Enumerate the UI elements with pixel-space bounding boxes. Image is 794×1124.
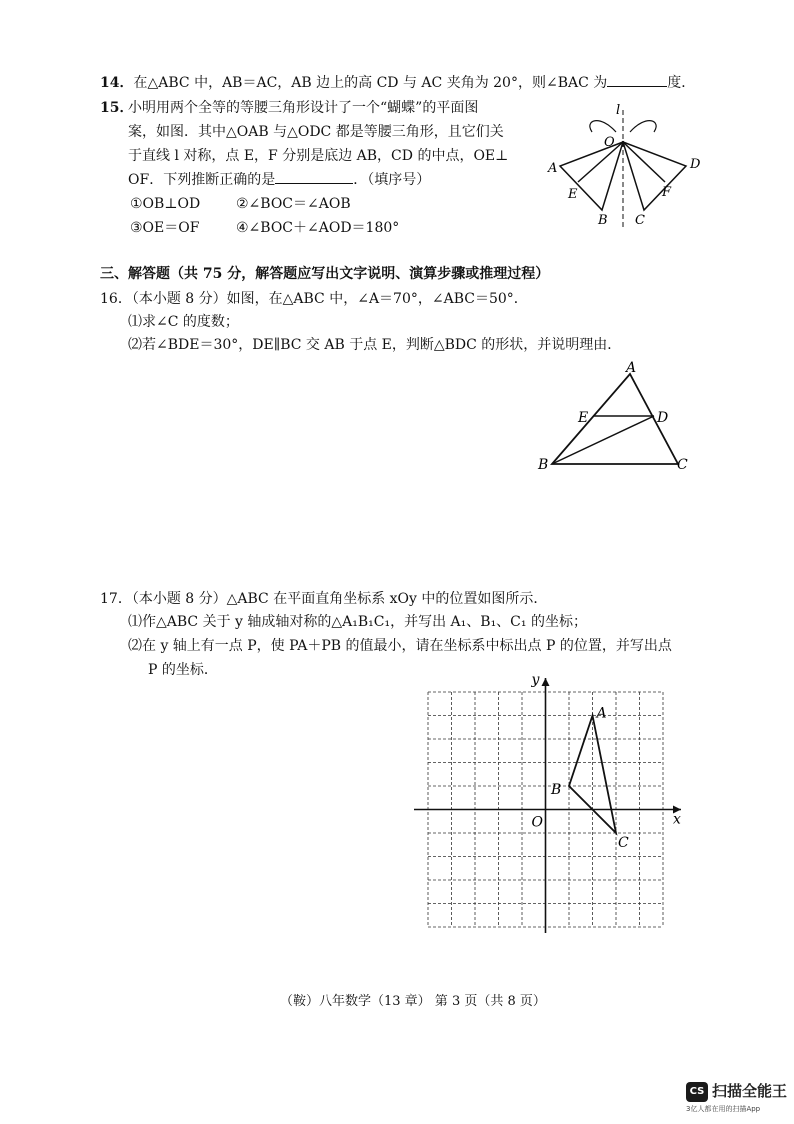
label-y: y bbox=[531, 672, 540, 688]
y-axis-arrow-icon bbox=[542, 678, 550, 686]
fill-note: ．（填序号） bbox=[353, 172, 431, 188]
question-text: 在△ABC 中，AB＝AC，AB 边上的高 CD 与 AC 夹角为 20°，则∠BAC 为 bbox=[133, 75, 608, 91]
question-16-part-1: ⑴求∠C 的度数； bbox=[128, 314, 239, 330]
question-14 bbox=[100, 74, 695, 92]
question-16-header: 16．（本小题 8 分）如图，在△ABC 中，∠A＝70°，∠ABC＝50°． bbox=[100, 291, 528, 307]
answer-blank[interactable] bbox=[275, 183, 353, 184]
question-17-header: 17．（本小题 8 分）△ABC 在平面直角坐标系 xOy 中的位置如图所示． bbox=[100, 591, 548, 607]
option-1: ①OB⊥OD bbox=[130, 196, 201, 212]
question-15-line-2: 案，如图．其中△OAB 与△ODC 都是等腰三角形，且它们关 bbox=[128, 124, 504, 140]
question-17-part-2-line-1: ⑵在 y 轴上有一点 P，使 PA＋PB 的值最小，请在坐标系中标出点 P 的位置，并写出点 bbox=[128, 638, 672, 654]
question-15-text: OF．下列推断正确的是 bbox=[128, 172, 276, 188]
triangle-figure bbox=[530, 360, 710, 475]
question-15-line-1: 小明用两个全等的等腰三角形设计了一个“蝴蝶”的平面图 bbox=[128, 100, 479, 116]
label-x: x bbox=[673, 811, 681, 828]
label-O: O bbox=[604, 135, 615, 150]
label-D: D bbox=[657, 410, 669, 426]
label-C: C bbox=[618, 835, 629, 851]
right-wing-triangle bbox=[623, 142, 686, 210]
label-D: D bbox=[690, 157, 701, 172]
page-footer: （鞍）八年数学（13 章） 第 3 页（共 8 页） bbox=[280, 994, 546, 1009]
coordinate-grid bbox=[400, 672, 690, 947]
label-C: C bbox=[635, 213, 645, 228]
section-title: 三、解答题（共 75 分，解答题应写出文字说明、演算步骤或推理过程） bbox=[100, 266, 550, 282]
right-arrow bbox=[630, 121, 656, 132]
question-16-part-2: ⑵若∠BDE＝30°，DE∥BC 交 AB 于点 E，判断△BDC 的形状，并说明理由． bbox=[128, 337, 622, 353]
scanner-app-name: 扫描全能王 bbox=[712, 1082, 788, 1100]
question-15-line-4 bbox=[128, 171, 430, 189]
left-arrow bbox=[590, 121, 616, 132]
answer-blank[interactable] bbox=[607, 86, 667, 87]
butterfly-figure bbox=[540, 100, 710, 230]
label-E: E bbox=[568, 187, 578, 202]
scanner-tagline: 3亿人都在用的扫描App bbox=[686, 1105, 761, 1113]
label-l: l bbox=[616, 103, 621, 118]
label-A: A bbox=[596, 705, 607, 722]
option-2: ②∠BOC＝∠AOB bbox=[236, 196, 351, 212]
question-17-part-2-line-2: P 的坐标． bbox=[148, 662, 218, 678]
scanner-logo-icon: CS bbox=[686, 1082, 708, 1102]
label-C: C bbox=[677, 457, 688, 473]
option-4: ④∠BOC＋∠AOD＝180° bbox=[236, 220, 400, 236]
label-B: B bbox=[538, 457, 549, 473]
label-origin: O bbox=[531, 814, 543, 831]
label-E: E bbox=[578, 410, 589, 426]
axes bbox=[414, 678, 681, 933]
option-3: ③OE＝OF bbox=[130, 220, 200, 236]
question-15-line-3: 于直线 l 对称，点 E，F 分别是底边 AB，CD 的中点，OE⊥ bbox=[128, 148, 509, 164]
labels-layer bbox=[531, 672, 682, 851]
segment-BD bbox=[552, 416, 654, 464]
label-A: A bbox=[548, 161, 558, 176]
question-17-part-1: ⑴作△ABC 关于 y 轴成轴对称的△A₁B₁C₁，并写出 A₁、B₁、C₁ 的坐标； bbox=[128, 614, 587, 630]
unit-text: 度． bbox=[667, 75, 696, 91]
label-F: F bbox=[662, 185, 672, 200]
label-A: A bbox=[626, 360, 637, 376]
label-B: B bbox=[598, 213, 608, 228]
question-number: 15． bbox=[100, 100, 134, 116]
question-number: 14． bbox=[100, 75, 134, 91]
label-B: B bbox=[551, 782, 562, 798]
